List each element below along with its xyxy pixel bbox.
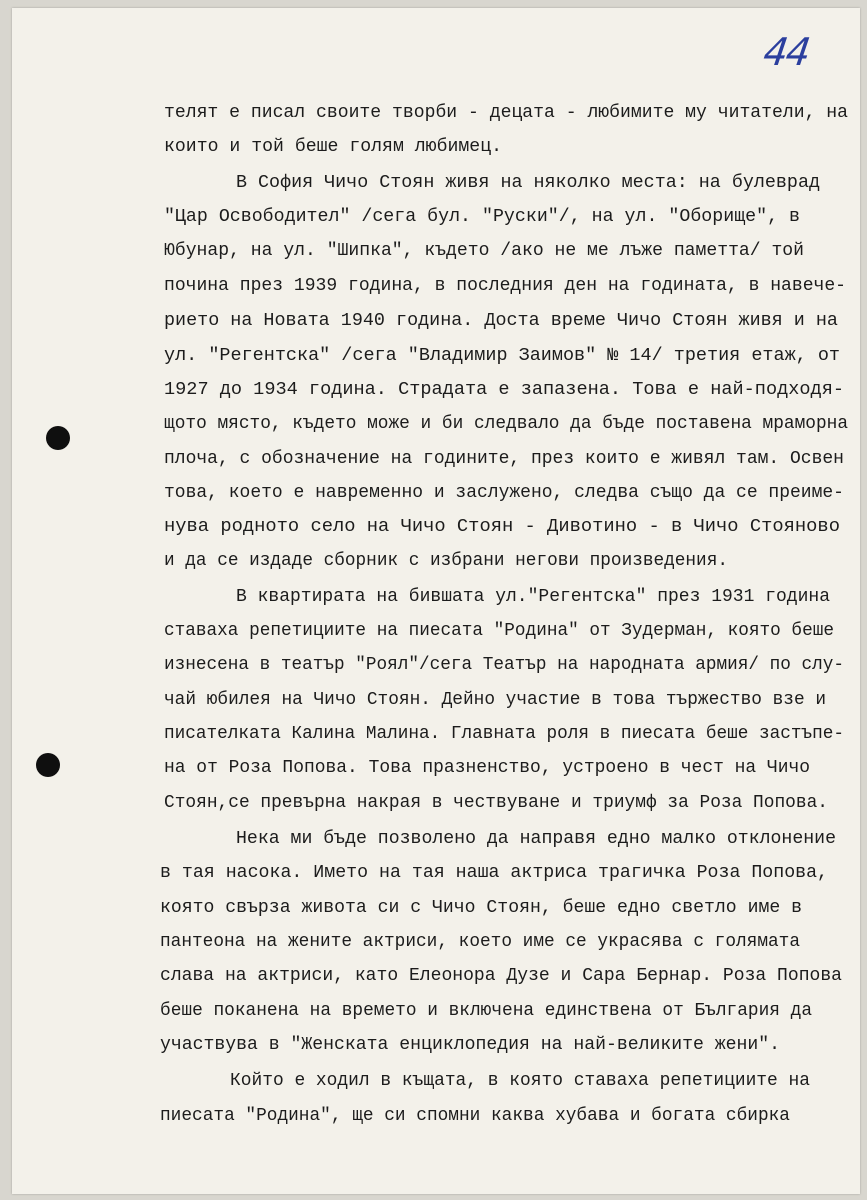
text-line: В София Чичо Стоян живя на няколко места: на булеврад	[236, 172, 820, 193]
text-line: рието на Новата 1940 година. Доста време Чичо Стоян живя и на	[164, 310, 838, 331]
text-line: плоча, с обозначение на годините, през които е живял там. Освен	[164, 448, 844, 469]
text-line: на от Роза Попова. Това празненство, устроено в чест на Чичо	[164, 757, 810, 778]
text-line: Юбунар, на ул. "Шипка", където /ако не ме лъже паметта/ той	[164, 240, 805, 261]
text-line: които и той беше голям любимец.	[164, 136, 502, 157]
text-line: слава на актриси, като Елеонора Дузе и Сара Бернар. Роза Попова	[160, 965, 843, 986]
text-line: Нека ми бъде позволено да направя едно малко отклонение	[236, 828, 836, 849]
text-line: Стоян,се превърна накрая в чествуване и триумф за Роза Попова.	[164, 792, 829, 813]
text-line: чай юбилея на Чичо Стоян. Дейно участие в това тържество взе и	[164, 689, 827, 710]
text-line: телят е писал своите творби - децата - любимите му читатели, на	[164, 102, 849, 123]
text-line: която свърза живота си с Чичо Стоян, беше едно светло име в	[160, 897, 802, 918]
text-line: писателката Калина Малина. Главната роля в пиесата беше застъпе-	[164, 723, 845, 744]
text-line: участвува в "Женската енциклопедия на най-великите жени".	[160, 1034, 781, 1055]
handwritten-page-number: 44	[760, 30, 812, 74]
text-line: щото място, където може и би следвало да бъде поставена мраморна	[164, 413, 849, 434]
text-line: нува родното село на Чичо Стоян - Дивотино - в Чичо Стояново	[164, 516, 840, 537]
text-line: В квартирата на бившата ул."Регентска" през 1931 година	[236, 586, 831, 607]
text-line: в тая насока. Името на тая наша актриса трагичка Роза Попова,	[160, 862, 829, 883]
text-line: 1927 до 1934 година. Страдата е запазена. Това е най-подходя-	[164, 379, 844, 400]
text-line: пантеона на жените актриси, което име се украсява с голямата	[160, 931, 800, 952]
text-line: ставаха репетициите на пиесата "Родина" от Зудерман, която беше	[164, 620, 834, 641]
text-line: и да се издаде сборник с избрани негови произведения.	[164, 550, 728, 571]
typewritten-text	[12, 8, 860, 1194]
text-line: Който е ходил в къщата, в която ставаха репетициите на	[230, 1070, 811, 1091]
text-line: пиесата "Родина", ще си спомни каква хубава и богата сбирка	[160, 1105, 790, 1126]
text-line: беше поканена на времето и включена единствена от България да	[160, 1000, 813, 1021]
text-line: почина през 1939 година, в последния ден на годината, в навече-	[164, 275, 847, 296]
document-page	[12, 8, 860, 1194]
text-line: "Цар Освободител" /сега бул. "Руски"/, на ул. "Оборище", в	[164, 206, 800, 227]
text-line: изнесена в театър "Роял"/сега Театър на народната армия/ по слу-	[164, 654, 845, 675]
text-line: ул. "Регентска" /сега "Владимир Заимов" № 14/ третия етаж, от	[164, 345, 840, 366]
text-line: това, което е навременно и заслужено, следва също да се преиме-	[164, 482, 844, 503]
